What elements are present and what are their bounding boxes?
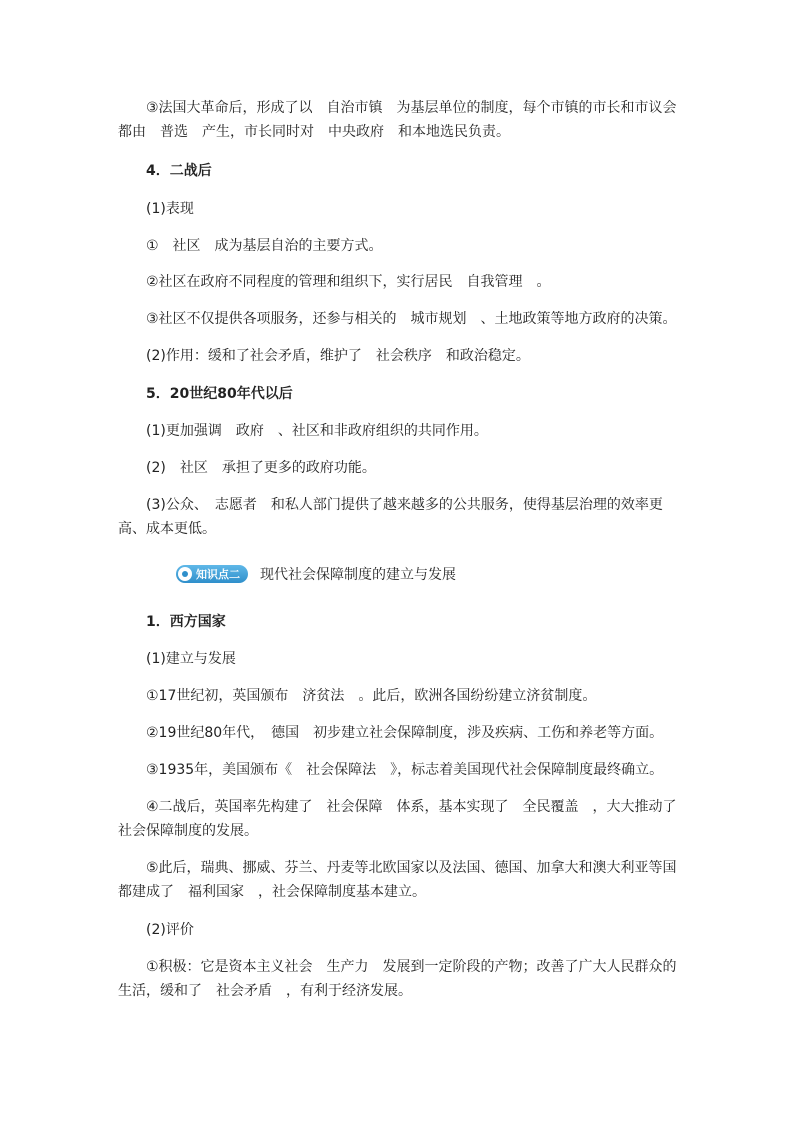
section-heading-4: 4．二战后 <box>146 163 212 179</box>
section-heading-1: 1．西方国家 <box>146 614 226 630</box>
paragraph-line: ① 社区 成为基层自治的主要方式。 <box>146 238 383 254</box>
subheading: (1)表现 <box>146 201 194 217</box>
paragraph-line: (1)更加强调 政府 、社区和非政府组织的共同作用。 <box>146 423 488 439</box>
paragraph-line: ①积极：它是资本主义社会 生产力 发展到一定阶段的产物；改善了广大人民群众的 <box>146 959 677 975</box>
paragraph-line: (3)公众、 志愿者 和私人部门提供了越来越多的公共服务，使得基层治理的效率更 <box>146 497 663 513</box>
knowledge-point-badge <box>176 565 248 583</box>
paragraph-line: ③1935年，美国颁布《 社会保障法 》，标志着美国现代社会保障制度最终确立。 <box>146 762 664 778</box>
paragraph-line: ③法国大革命后，形成了以 自治市镇 为基层单位的制度，每个市镇的市长和市议会 <box>146 100 677 116</box>
paragraph-line: ③社区不仅提供各项服务，还参与相关的 城市规划 、土地政策等地方政府的决策。 <box>146 311 677 327</box>
paragraph-line: ②社区在政府不同程度的管理和组织下，实行居民 自我管理 。 <box>146 274 551 290</box>
paragraph-line: 都由 普选 产生，市长同时对 中央政府 和本地选民负责。 <box>118 124 510 140</box>
paragraph-line: (2) 社区 承担了更多的政府功能。 <box>146 460 376 476</box>
paragraph-line: ②19世纪80年代， 德国 初步建立社会保障制度，涉及疾病、工伤和养老等方面。 <box>146 725 664 741</box>
subheading: (2)评价 <box>146 922 194 938</box>
badge-label: 知识点二 <box>196 568 240 581</box>
subheading: (1)建立与发展 <box>146 651 236 667</box>
paragraph-line: 生活，缓和了 社会矛盾 ，有利于经济发展。 <box>118 983 412 999</box>
paragraph-line: ⑤此后，瑞典、挪威、芬兰、丹麦等北欧国家以及法国、德国、加拿大和澳大利亚等国 <box>146 860 677 876</box>
knowledge-point-header <box>176 564 456 584</box>
paragraph-line: ①17世纪初，英国颁布 济贫法 。此后，欧洲各国纷纷建立济贫制度。 <box>146 688 597 704</box>
paragraph-line: 都建成了 福利国家 ，社会保障制度基本建立。 <box>118 884 426 900</box>
paragraph-line: 社会保障制度的发展。 <box>118 823 258 839</box>
circle-icon <box>178 567 192 581</box>
paragraph-line: (2)作用：缓和了社会矛盾，维护了 社会秩序 和政治稳定。 <box>146 348 530 364</box>
section-heading-5: 5．20世纪80年代以后 <box>146 386 293 402</box>
section-title: 现代社会保障制度的建立与发展 <box>260 567 456 583</box>
paragraph-line: ④二战后，英国率先构建了 社会保障 体系，基本实现了 全民覆盖 ，大大推动了 <box>146 799 677 815</box>
paragraph-line: 高、成本更低。 <box>118 521 216 537</box>
